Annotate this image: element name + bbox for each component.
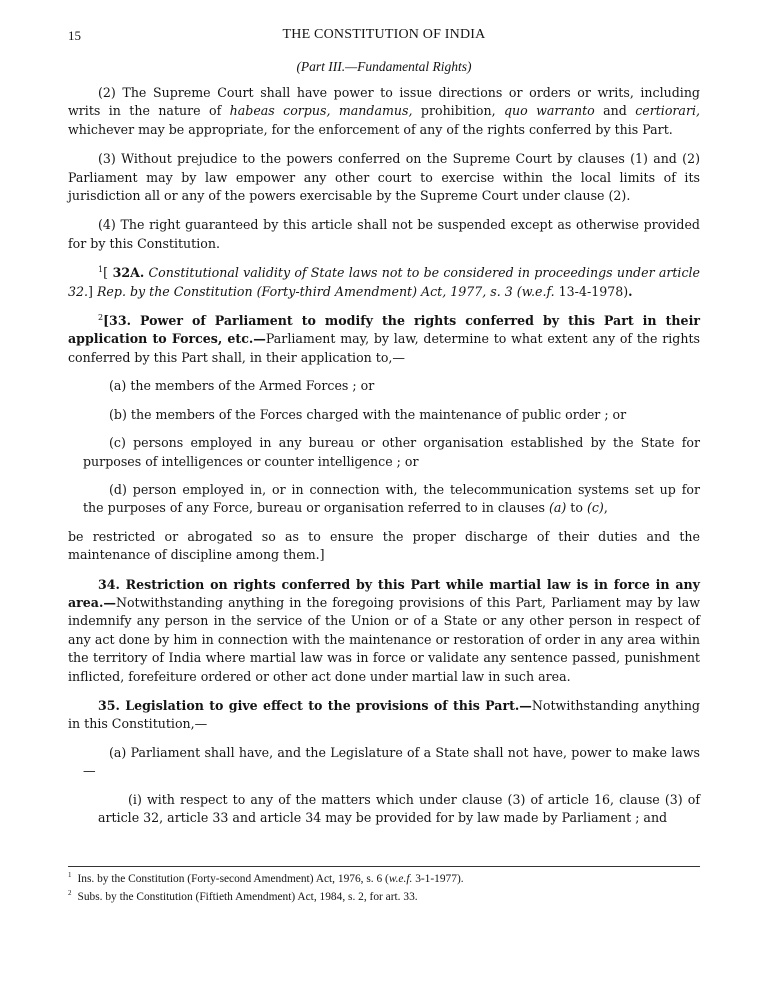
clause-3: (3) Without prejudice to the powers conferred on the Supreme Court by clauses (1) and (2) Parliament may by law empower any other court to exercise within the local limits of its jurisdiction all or any of the powers exercisable by the Supreme Court under clause (2). (68, 151, 700, 204)
article-33-tail: be restricted or abrogated so as to ensure the proper discharge of their duties and the maintenance of discipline among them.] (68, 528, 700, 563)
clause-33-d: (d) person employed in, or in connection with, the telecommunication systems set up for the purposes of any Force, bureau or organisation referred to in clauses (a) to (c), (83, 481, 700, 516)
page-number: 15 (68, 28, 81, 43)
article-33-heading: [33. Power of Parliament to modify the rights conferred by this Part in their application to Forces, etc.— (68, 313, 700, 347)
clause-2: (2) The Supreme Court shall have power to issue directions or orders or writs, including writs in the nature of habeas corpus, mandamus, prohibition, quo warranto and certiorari, whichever may be appropriate, for the enforcement of any of the rights conferred by this Part. (68, 85, 700, 137)
clause-35-a: (a) Parliament shall have, and the Legislature of a State shall not have, power to make laws— (83, 744, 700, 779)
footnote-1: $^1$ Ins. by the Constitution (Forty-second Amendment) Act, 1976, s. 6 (w.e.f. 3-1-1977). (68, 871, 464, 885)
article-32a: $^1$[ 32A. Constitutional validity of State laws not to be considered in proceedings under article 32.] Rep. by the Constitution (Forty-third Amendment) Act, 1977, s. 3 (w.e.f. 13-4-1978). (68, 265, 700, 299)
article-33: $^2$[33. Power of Parliament to modify the rights conferred by this Part in their application to Forces, etc.—Parliament may, by law, determine to what extent any of the rights conferred by this Part shall, in their application to,— (68, 313, 700, 365)
article-35: 35. Legislation to give effect to the provisions of this Part.—Notwithstanding anything in this Constitution,— (68, 697, 700, 732)
part-subheading: (Part III.—Fundamental Rights) (296, 59, 472, 74)
document-body (68, 84, 700, 827)
footnote-2: $^2$ Subs. by the Constitution (Fiftieth Amendment) Act, 1984, s. 2, for art. 33. (68, 889, 418, 903)
article-34-heading: 34. Restriction on rights conferred by this Part while martial law is in force in any area.— (68, 576, 700, 610)
clause-33-c: (c) persons employed in any bureau or other organisation established by the State for purposes of intelligences or counter intelligence ; or (83, 435, 700, 469)
footnote-divider (68, 866, 700, 867)
clause-35-a-i: (i) with respect to any of the matters which under clause (3) of article 16, clause (3) of article 32, article 33 and article 34 may be provided for by law made by Parliament ; and (98, 791, 700, 825)
clause-4: (4) The right guaranteed by this article shall not be suspended except as otherwise provided for by this Constitution. (68, 217, 700, 251)
footnote-ref-2: 2 (98, 313, 104, 323)
page-title: THE CONSTITUTION OF INDIA (282, 27, 486, 42)
clause-33-a: (a) the members of the Armed Forces ; or (109, 378, 375, 394)
article-35-heading: 35. Legislation to give effect to the provisions of this Part.— (98, 697, 532, 713)
article-34: 34. Restriction on rights conferred by this Part while martial law is in force in any area.—Notwithstanding anything in the foregoing provisions of this Part, Parliament may by law indemnify any person in the service of the Union or of a State or any other person in respect of any act done by him in connection with the maintenance or restoration of order in any area within the territory of India where martial law was in force or validate any sentence passed, punishment inflicted, forefeiture ordered or other act done under martial law in such area. (68, 576, 700, 684)
clause-33-b: (b) the members of the Forces charged with the maintenance of public order ; or (109, 406, 627, 422)
footnote-ref-1: 1 (98, 265, 104, 275)
